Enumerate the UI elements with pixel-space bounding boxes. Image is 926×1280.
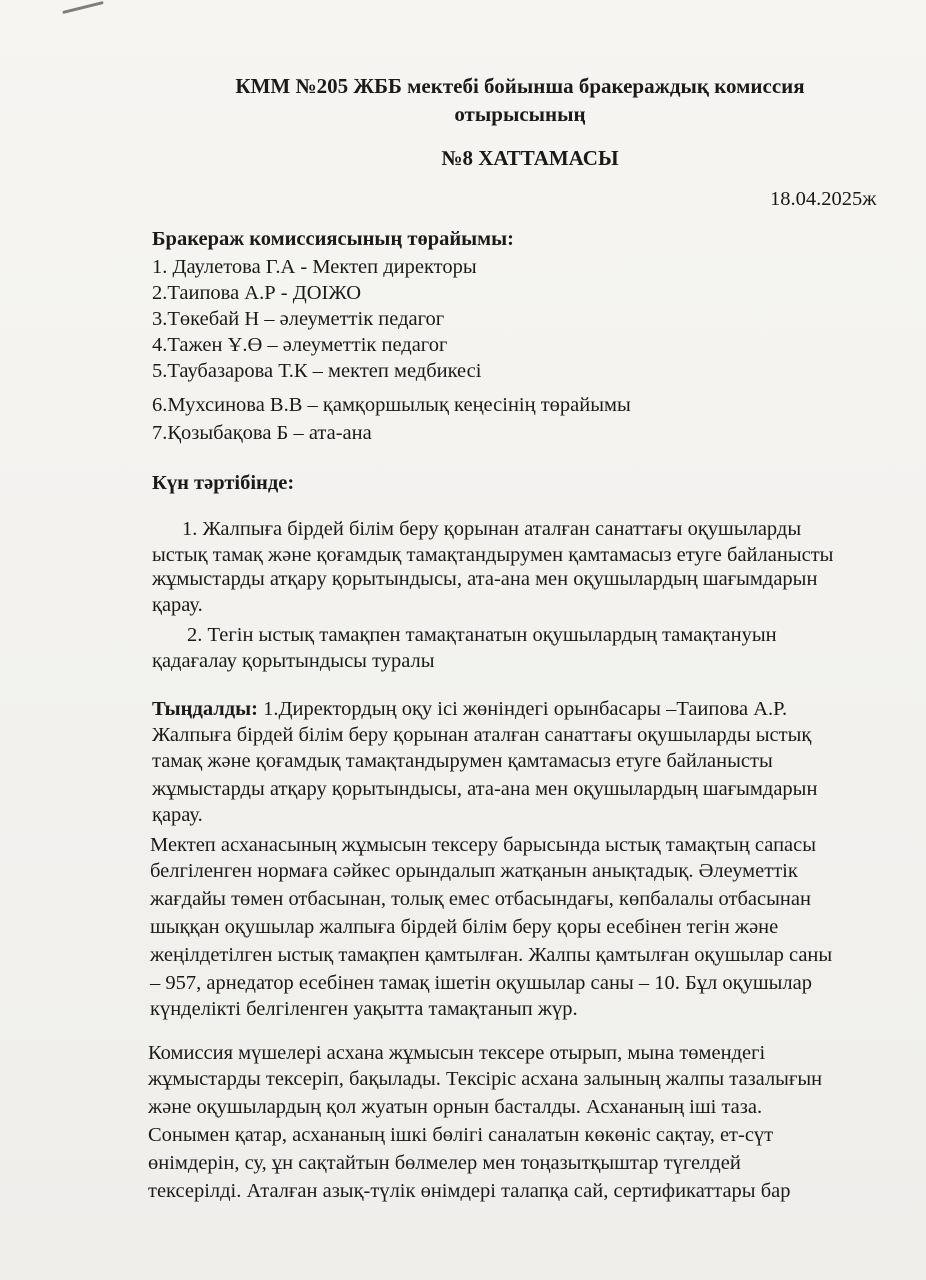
commission-heading: Бракераж комиссиясының төрайымы: [152, 228, 514, 250]
paragraph-line: жағдайы төмен отбасынан, толық емес отбасындағы, көпбалалы отбасынан [150, 888, 811, 910]
paragraph-line: Комиссия мүшелері асхана жұмысын тексере отырып, мына төмендегі [148, 1042, 766, 1064]
agenda-line: жұмыстарды атқару қорытындысы, ата-ана мен оқушылардың шағымдарын [152, 568, 818, 590]
document-title-line1: КММ №205 ЖББ мектебі бойынша бракераждық комиссия [235, 74, 805, 98]
listened-line: тамақ және қоғамдық тамақтандырумен қамтамасыз етуге байланысты [152, 750, 773, 772]
listened-label: Тыңдалды: [152, 698, 258, 720]
paragraph-line: шыққан оқушылар жалпыға бірдей білім беру қоры есебінен тегін және [150, 916, 779, 938]
commission-member: 6.Мухсинова В.В – қамқоршылық кеңесінің төрайымы [152, 394, 631, 416]
listened-line: Жалпыға бірдей білім беру қорынан аталған санаттағы оқушыларды ыстық [152, 724, 812, 746]
commission-member: 7.Қозыбақова Б – ата-ана [152, 422, 372, 444]
listened-line: жұмыстарды атқару қорытындысы, ата-ана мен оқушылардың шағымдарын [152, 778, 818, 800]
paragraph-line: жұмыстарды тексеріп, бақылады. Тексіріс асхана залының жалпы тазалығын [148, 1068, 823, 1090]
commission-member: 1. Даулетова Г.А - Мектеп директоры [152, 256, 477, 278]
paragraph-line: және оқушылардың қол жуатын орнын басталды. Асхананың іші таза. [148, 1096, 763, 1118]
agenda-line: 2. Тегін ыстық тамақпен тамақтанатын оқушылардың тамақтануын [187, 624, 777, 646]
agenda-line: ыстық тамақ және қоғамдық тамақтандырумен қамтамасыз етуге байланысты [152, 544, 834, 566]
paragraph-line: күнделікті белгіленген уақытта тамақтанып жүр. [150, 998, 578, 1020]
document-title-line2: отырысының [454, 102, 586, 126]
agenda-line: 1. Жалпыға бірдей білім беру қорынан аталған санаттағы оқушыларды [182, 518, 802, 540]
listened-speaker: 1.Директордың оқу ісі жөніндегі орынбасары –Таипова А.Р. [257, 698, 788, 720]
agenda-line: қадағалау қорытындысы туралы [152, 650, 435, 672]
commission-member: 3.Төкебай Н – әлеуметтік педагог [152, 308, 445, 330]
commission-member: 4.Тажен Ұ.Ө – әлеуметтік педагог [152, 334, 448, 356]
paragraph-line: Сонымен қатар, асхананың ішкі бөлігі саналатын көкөніс сақтау, ет-сүт [148, 1124, 774, 1146]
agenda-heading: Күн тәртібінде: [152, 472, 295, 494]
listened-line: қарау. [152, 804, 203, 826]
paragraph-line: өнімдерін, су, ұн сақтайтын бөлмелер мен тоңазытқыштар түгелдей [148, 1152, 741, 1174]
pen-mark [62, 1, 103, 14]
paragraph-line: белгіленген нормаға сәйкес орындалып жатқанын анықтадық. Әлеуметтік [150, 860, 798, 882]
paragraph-line: – 957, арнедатор есебінен тамақ ішетін оқушылар саны – 10. Бұл оқушылар [150, 972, 812, 994]
document-date: 18.04.2025ж [770, 188, 877, 210]
paragraph-line: тексерілді. Аталған азық-түлік өнімдері талапқа сай, сертификаттары бар [148, 1180, 791, 1202]
protocol-number: №8 ХАТТАМАСЫ [441, 146, 619, 170]
commission-member: 5.Таубазарова Т.К – мектеп медбикесі [152, 360, 482, 382]
paragraph-line: Мектеп асханасының жұмысын тексеру барысында ыстық тамақтың сапасы [150, 834, 817, 856]
agenda-line: қарау. [152, 594, 203, 616]
paragraph-line: жеңілдетілген ыстық тамақпен қамтылған. Жалпы қамтылған оқушылар саны [150, 944, 833, 966]
commission-member: 2.Таипова А.Р - ДОІЖО [152, 282, 361, 304]
listened-first-line [152, 696, 787, 722]
